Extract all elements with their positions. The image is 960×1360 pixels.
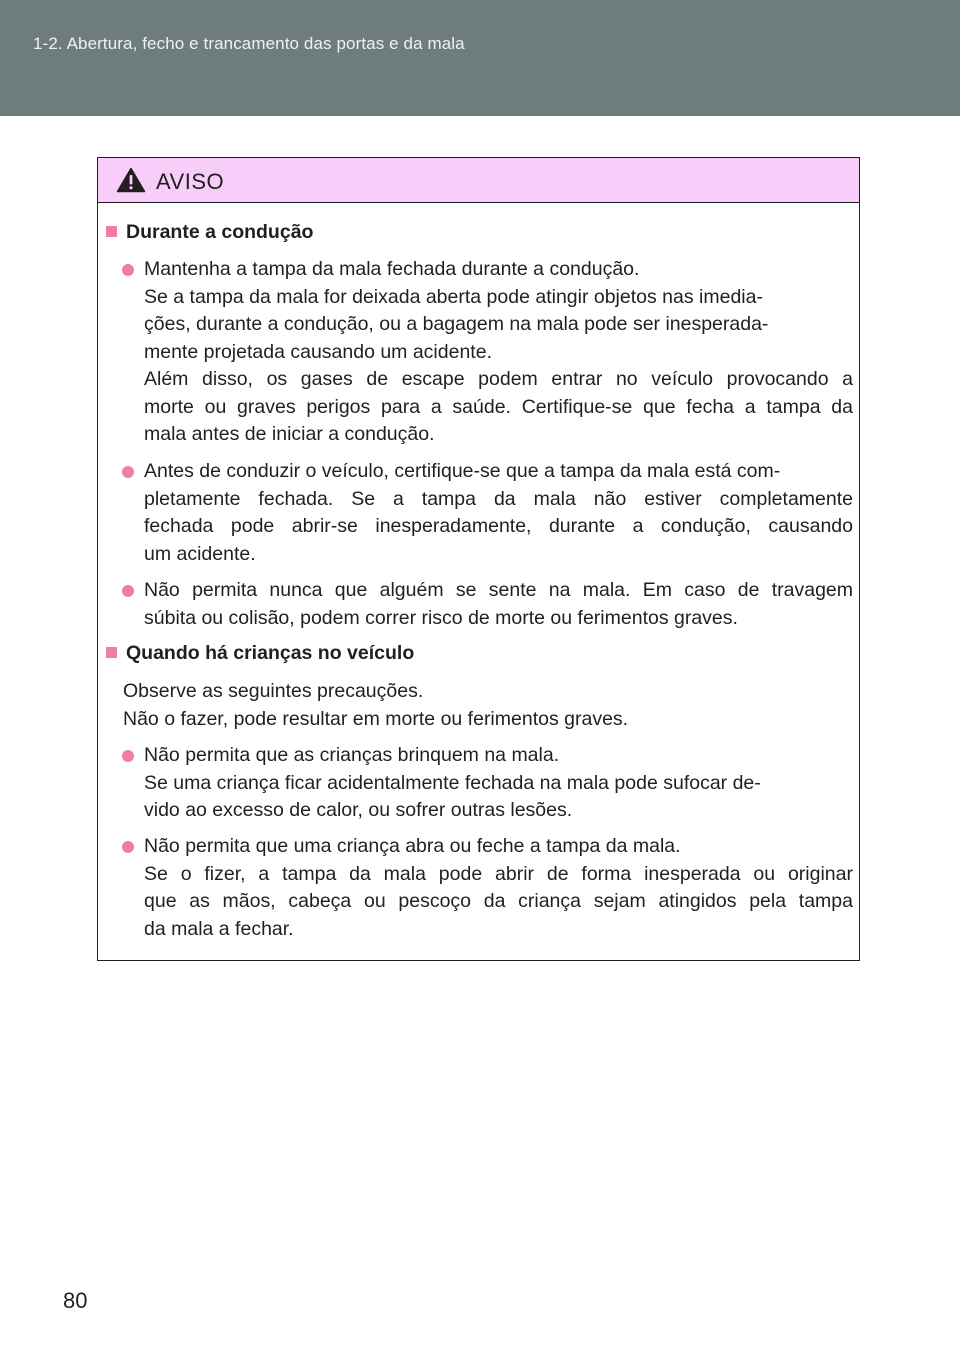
- list-item: Não permita nunca que alguém se sente na mala. Em caso de travagem súbita ou colisão, podem correr risco de morte ou ferimentos graves.: [122, 577, 853, 632]
- warning-box: [97, 157, 860, 961]
- list-item: Mantenha a tampa da mala fechada durante a condução. Se a tampa da mala for deixada aberta pode atingir objetos nas imedia- ções, durante a condução, ou a bagagem na mala pode ser inesperada- mente projetada causando um acidente. Além disso, os gases de escape podem entrar no veículo provocando a morte ou graves perigos para a saúde. Certifique-se que fecha a tampa da mala antes de iniciar a condução.: [122, 256, 853, 449]
- warning-title: AVISO: [156, 169, 225, 194]
- section-heading: Durante a condução: [106, 219, 313, 247]
- list-item: Não permita que uma criança abra ou feche a tampa da mala. Se o fizer, a tampa da mala pode abrir de forma inesperada ou originar que as mãos, cabeça ou pescoço da criança sejam atingidos pela tampa da mala a fechar.: [122, 833, 853, 943]
- warning-header: [98, 158, 859, 203]
- section-title: 1-2. Abertura, fecho e trancamento das portas e da mala: [33, 34, 465, 53]
- page-number: 80: [63, 1288, 88, 1313]
- square-bullet-icon: [106, 647, 117, 658]
- section-intro: Observe as seguintes precauções. Não o fazer, pode resultar em morte ou ferimentos graves.: [123, 680, 629, 730]
- circle-bullet-icon: [122, 750, 134, 762]
- circle-bullet-icon: [122, 841, 134, 853]
- warning-triangle-icon: [116, 167, 146, 193]
- list-item: Não permita que as crianças brinquem na mala. Se uma criança ficar acidentalmente fechada na mala pode sufocar de- vido ao excesso de calor, ou sofrer outras lesões.: [122, 742, 853, 825]
- list-item: Antes de conduzir o veículo, certifique-se que a tampa da mala está com- pletamente fechada. Se a tampa da mala não estiver completamente fechada pode abrir-se inesperadamente, durante a condução, causando um acidente.: [122, 458, 853, 568]
- header-band: [0, 0, 960, 116]
- circle-bullet-icon: [122, 466, 134, 478]
- section-heading: Quando há crianças no veículo: [106, 640, 414, 668]
- circle-bullet-icon: [122, 264, 134, 276]
- circle-bullet-icon: [122, 585, 134, 597]
- square-bullet-icon: [106, 226, 117, 237]
